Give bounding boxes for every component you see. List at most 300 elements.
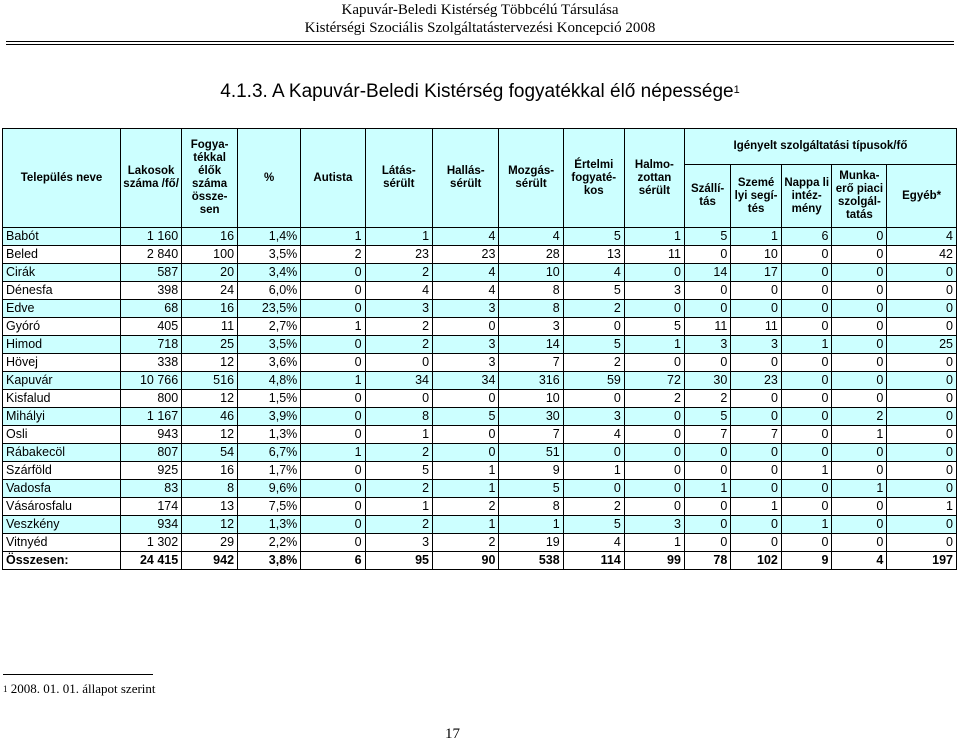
cell-fogy: 8 — [182, 480, 238, 498]
header-autista: Autista — [301, 129, 365, 228]
cell-munka: 2 — [832, 408, 887, 426]
cell-fogy: 12 — [182, 390, 238, 408]
cell-mozgas: 10 — [499, 390, 563, 408]
cell-mozgas: 19 — [499, 534, 563, 552]
cell-lakos: 807 — [121, 444, 182, 462]
cell-latas: 5 — [365, 462, 432, 480]
cell-autista: 0 — [301, 264, 365, 282]
cell-szall: 7 — [684, 426, 730, 444]
cell-halmoz: 99 — [624, 552, 684, 570]
header-nappali: Nappa li intéz-mény — [781, 165, 832, 228]
cell-szall: 1 — [684, 480, 730, 498]
cell-egyeb: 0 — [887, 282, 957, 300]
cell-hallas: 34 — [433, 372, 499, 390]
table-row — [3, 408, 957, 426]
cell-lakos: 943 — [121, 426, 182, 444]
cell-szem: 3 — [731, 336, 782, 354]
header-rule-thin — [6, 41, 954, 42]
cell-mozgas: 7 — [499, 354, 563, 372]
cell-mozgas: 316 — [499, 372, 563, 390]
cell-mozgas: 5 — [499, 480, 563, 498]
header-szemelyi: Szemé lyi segí-tés — [731, 165, 782, 228]
cell-szall: 0 — [684, 498, 730, 516]
cell-mozgas: 4 — [499, 228, 563, 246]
cell-fogy: 16 — [182, 300, 238, 318]
cell-ertelmi: 3 — [563, 408, 624, 426]
footnote — [3, 681, 156, 697]
cell-fogy: 12 — [182, 516, 238, 534]
cell-munka: 4 — [832, 552, 887, 570]
cell-napp: 0 — [781, 534, 832, 552]
cell-pct: 1,3% — [238, 426, 301, 444]
cell-szall: 0 — [684, 282, 730, 300]
table-row — [3, 462, 957, 480]
cell-lakos: 1 167 — [121, 408, 182, 426]
cell-hallas: 0 — [433, 444, 499, 462]
cell-pct: 4,8% — [238, 372, 301, 390]
cell-szall: 0 — [684, 354, 730, 372]
cell-ertelmi: 0 — [563, 444, 624, 462]
cell-autista: 1 — [301, 444, 365, 462]
cell-mozgas: 538 — [499, 552, 563, 570]
cell-ertelmi: 0 — [563, 318, 624, 336]
header-halmozottan: Halmo-zottan sérült — [624, 129, 684, 228]
table-row — [3, 498, 957, 516]
cell-szall: 0 — [684, 444, 730, 462]
disability-table — [2, 128, 957, 570]
cell-halmoz: 0 — [624, 300, 684, 318]
cell-halmoz: 2 — [624, 390, 684, 408]
cell-latas: 4 — [365, 282, 432, 300]
cell-name: Cirák — [3, 264, 121, 282]
cell-szall: 30 — [684, 372, 730, 390]
cell-fogy: 46 — [182, 408, 238, 426]
header-egyeb: Egyéb* — [887, 165, 957, 228]
table-row — [3, 372, 957, 390]
cell-lakos: 800 — [121, 390, 182, 408]
cell-egyeb: 0 — [887, 408, 957, 426]
cell-hallas: 23 — [433, 246, 499, 264]
cell-name: Szárföld — [3, 462, 121, 480]
cell-autista: 0 — [301, 480, 365, 498]
cell-latas: 0 — [365, 390, 432, 408]
cell-egyeb: 25 — [887, 336, 957, 354]
cell-fogy: 25 — [182, 336, 238, 354]
cell-mozgas: 9 — [499, 462, 563, 480]
cell-ertelmi: 5 — [563, 282, 624, 300]
cell-egyeb: 0 — [887, 534, 957, 552]
cell-fogy: 11 — [182, 318, 238, 336]
table-row — [3, 246, 957, 264]
header-fogyatekkal: Fogya-tékkal élők száma össze-sen — [182, 129, 238, 228]
cell-name: Mihályi — [3, 408, 121, 426]
cell-szall: 0 — [684, 300, 730, 318]
footnote-text: 2008. 01. 01. állapot szerint — [7, 681, 156, 696]
cell-szall: 0 — [684, 534, 730, 552]
cell-lakos: 174 — [121, 498, 182, 516]
cell-latas: 2 — [365, 480, 432, 498]
cell-hallas: 5 — [433, 408, 499, 426]
cell-hallas: 4 — [433, 282, 499, 300]
cell-ertelmi: 2 — [563, 354, 624, 372]
cell-name: Rábakecöl — [3, 444, 121, 462]
cell-napp: 0 — [781, 318, 832, 336]
cell-halmoz: 0 — [624, 354, 684, 372]
cell-latas: 2 — [365, 318, 432, 336]
cell-ertelmi: 13 — [563, 246, 624, 264]
cell-szall: 0 — [684, 246, 730, 264]
cell-lakos: 338 — [121, 354, 182, 372]
cell-egyeb: 197 — [887, 552, 957, 570]
cell-name: Hövej — [3, 354, 121, 372]
cell-napp: 0 — [781, 282, 832, 300]
cell-pct: 9,6% — [238, 480, 301, 498]
header-munkaero: Munka-erő piaci szolgál-tatás — [832, 165, 887, 228]
cell-egyeb: 4 — [887, 228, 957, 246]
cell-szem: 0 — [731, 354, 782, 372]
cell-napp: 1 — [781, 462, 832, 480]
cell-pct: 3,9% — [238, 408, 301, 426]
cell-fogy: 942 — [182, 552, 238, 570]
footnote-marker: 1 — [3, 684, 8, 694]
cell-hallas: 1 — [433, 480, 499, 498]
cell-fogy: 20 — [182, 264, 238, 282]
cell-name: Vadosfa — [3, 480, 121, 498]
cell-munka: 0 — [832, 336, 887, 354]
table-row — [3, 516, 957, 534]
cell-napp: 0 — [781, 264, 832, 282]
cell-egyeb: 0 — [887, 516, 957, 534]
cell-fogy: 29 — [182, 534, 238, 552]
table-row — [3, 444, 957, 462]
cell-pct: 2,2% — [238, 534, 301, 552]
cell-autista: 0 — [301, 426, 365, 444]
cell-name: Osli — [3, 426, 121, 444]
cell-latas: 1 — [365, 228, 432, 246]
cell-szem: 0 — [731, 390, 782, 408]
table-row — [3, 480, 957, 498]
table-row — [3, 228, 957, 246]
cell-latas: 3 — [365, 534, 432, 552]
cell-ertelmi: 114 — [563, 552, 624, 570]
cell-munka: 0 — [832, 444, 887, 462]
table-row — [3, 390, 957, 408]
cell-autista: 0 — [301, 354, 365, 372]
cell-munka: 0 — [832, 498, 887, 516]
cell-hallas: 90 — [433, 552, 499, 570]
table-row — [3, 318, 957, 336]
cell-munka: 0 — [832, 282, 887, 300]
cell-egyeb: 1 — [887, 498, 957, 516]
cell-name: Összesen: — [3, 552, 121, 570]
cell-pct: 1,3% — [238, 516, 301, 534]
cell-napp: 0 — [781, 372, 832, 390]
cell-autista: 0 — [301, 498, 365, 516]
cell-autista: 6 — [301, 552, 365, 570]
cell-halmoz: 0 — [624, 408, 684, 426]
cell-mozgas: 28 — [499, 246, 563, 264]
cell-halmoz: 3 — [624, 282, 684, 300]
cell-mozgas: 7 — [499, 426, 563, 444]
cell-lakos: 83 — [121, 480, 182, 498]
cell-munka: 1 — [832, 426, 887, 444]
cell-name: Kisfalud — [3, 390, 121, 408]
cell-napp: 0 — [781, 408, 832, 426]
cell-name: Beled — [3, 246, 121, 264]
cell-egyeb: 0 — [887, 354, 957, 372]
table-row — [3, 534, 957, 552]
cell-halmoz: 0 — [624, 480, 684, 498]
cell-halmoz: 1 — [624, 534, 684, 552]
cell-halmoz: 1 — [624, 336, 684, 354]
cell-lakos: 718 — [121, 336, 182, 354]
table-row — [3, 282, 957, 300]
cell-egyeb: 42 — [887, 246, 957, 264]
cell-hallas: 3 — [433, 354, 499, 372]
cell-mozgas: 1 — [499, 516, 563, 534]
cell-fogy: 100 — [182, 246, 238, 264]
cell-hallas: 0 — [433, 318, 499, 336]
header-line-1: Kapuvár-Beledi Kistérség Többcélú Társulása — [341, 2, 619, 18]
cell-hallas: 0 — [433, 426, 499, 444]
cell-szem: 1 — [731, 498, 782, 516]
cell-lakos: 398 — [121, 282, 182, 300]
header-ertelmi: Értelmi fogyaté-kos — [563, 129, 624, 228]
cell-ertelmi: 5 — [563, 516, 624, 534]
cell-mozgas: 8 — [499, 300, 563, 318]
cell-name: Kapuvár — [3, 372, 121, 390]
cell-halmoz: 0 — [624, 426, 684, 444]
cell-egyeb: 0 — [887, 426, 957, 444]
cell-latas: 1 — [365, 426, 432, 444]
page-number: 17 — [445, 726, 460, 742]
cell-autista: 1 — [301, 372, 365, 390]
cell-szem: 0 — [731, 300, 782, 318]
cell-fogy: 54 — [182, 444, 238, 462]
cell-munka: 0 — [832, 372, 887, 390]
cell-napp: 0 — [781, 480, 832, 498]
cell-autista: 0 — [301, 462, 365, 480]
cell-mozgas: 8 — [499, 498, 563, 516]
cell-ertelmi: 5 — [563, 228, 624, 246]
cell-latas: 1 — [365, 498, 432, 516]
cell-szem: 102 — [731, 552, 782, 570]
cell-mozgas: 8 — [499, 282, 563, 300]
cell-autista: 0 — [301, 336, 365, 354]
cell-napp: 0 — [781, 300, 832, 318]
cell-mozgas: 30 — [499, 408, 563, 426]
cell-fogy: 13 — [182, 498, 238, 516]
cell-hallas: 2 — [433, 534, 499, 552]
table-row — [3, 300, 957, 318]
cell-autista: 0 — [301, 534, 365, 552]
cell-egyeb: 0 — [887, 300, 957, 318]
cell-hallas: 4 — [433, 264, 499, 282]
cell-szem: 0 — [731, 408, 782, 426]
cell-szem: 11 — [731, 318, 782, 336]
cell-ertelmi: 4 — [563, 426, 624, 444]
cell-napp: 9 — [781, 552, 832, 570]
cell-napp: 0 — [781, 354, 832, 372]
cell-mozgas: 51 — [499, 444, 563, 462]
cell-ertelmi: 2 — [563, 300, 624, 318]
cell-latas: 2 — [365, 336, 432, 354]
cell-lakos: 1 160 — [121, 228, 182, 246]
cell-fogy: 12 — [182, 426, 238, 444]
cell-szall: 0 — [684, 516, 730, 534]
cell-autista: 0 — [301, 516, 365, 534]
header-mozgas: Mozgás-sérült — [499, 129, 563, 228]
cell-ertelmi: 0 — [563, 390, 624, 408]
cell-lakos: 1 302 — [121, 534, 182, 552]
table-row — [3, 426, 957, 444]
cell-hallas: 0 — [433, 390, 499, 408]
header-igenyelt: Igényelt szolgáltatási típusok/fő — [684, 129, 956, 165]
cell-munka: 0 — [832, 354, 887, 372]
cell-pct: 7,5% — [238, 498, 301, 516]
cell-hallas: 2 — [433, 498, 499, 516]
cell-autista: 0 — [301, 408, 365, 426]
cell-szem: 0 — [731, 444, 782, 462]
cell-munka: 0 — [832, 300, 887, 318]
cell-ertelmi: 59 — [563, 372, 624, 390]
cell-latas: 0 — [365, 354, 432, 372]
cell-mozgas: 10 — [499, 264, 563, 282]
cell-szem: 0 — [731, 516, 782, 534]
cell-szem: 10 — [731, 246, 782, 264]
cell-autista: 2 — [301, 246, 365, 264]
cell-szall: 0 — [684, 462, 730, 480]
cell-egyeb: 0 — [887, 372, 957, 390]
cell-pct: 23,5% — [238, 300, 301, 318]
cell-lakos: 925 — [121, 462, 182, 480]
cell-munka: 0 — [832, 390, 887, 408]
cell-autista: 0 — [301, 390, 365, 408]
header-lakosok: Lakosok száma /fő/ — [121, 129, 182, 228]
cell-lakos: 405 — [121, 318, 182, 336]
cell-halmoz: 72 — [624, 372, 684, 390]
cell-napp: 1 — [781, 336, 832, 354]
cell-szall: 2 — [684, 390, 730, 408]
cell-napp: 0 — [781, 444, 832, 462]
cell-autista: 1 — [301, 228, 365, 246]
cell-munka: 0 — [832, 228, 887, 246]
cell-lakos: 24 415 — [121, 552, 182, 570]
cell-fogy: 24 — [182, 282, 238, 300]
cell-fogy: 516 — [182, 372, 238, 390]
table-body — [3, 228, 957, 570]
header-percent: % — [238, 129, 301, 228]
cell-mozgas: 3 — [499, 318, 563, 336]
cell-egyeb: 0 — [887, 480, 957, 498]
cell-lakos: 587 — [121, 264, 182, 282]
cell-ertelmi: 5 — [563, 336, 624, 354]
cell-latas: 3 — [365, 300, 432, 318]
cell-egyeb: 0 — [887, 444, 957, 462]
cell-hallas: 3 — [433, 336, 499, 354]
cell-lakos: 68 — [121, 300, 182, 318]
cell-pct: 1,7% — [238, 462, 301, 480]
cell-szem: 1 — [731, 228, 782, 246]
cell-pct: 6,0% — [238, 282, 301, 300]
cell-ertelmi: 4 — [563, 264, 624, 282]
cell-pct: 6,7% — [238, 444, 301, 462]
cell-name: Veszkény — [3, 516, 121, 534]
header-rule-thick — [6, 44, 954, 45]
cell-pct: 1,5% — [238, 390, 301, 408]
cell-autista: 0 — [301, 300, 365, 318]
cell-munka: 0 — [832, 534, 887, 552]
cell-lakos: 934 — [121, 516, 182, 534]
cell-hallas: 4 — [433, 228, 499, 246]
cell-egyeb: 0 — [887, 390, 957, 408]
cell-name: Gyóró — [3, 318, 121, 336]
cell-halmoz: 0 — [624, 462, 684, 480]
cell-latas: 8 — [365, 408, 432, 426]
cell-hallas: 3 — [433, 300, 499, 318]
cell-pct: 2,7% — [238, 318, 301, 336]
cell-pct: 3,5% — [238, 246, 301, 264]
cell-name: Vitnyéd — [3, 534, 121, 552]
cell-name: Dénesfa — [3, 282, 121, 300]
cell-szall: 3 — [684, 336, 730, 354]
cell-munka: 1 — [832, 480, 887, 498]
cell-latas: 2 — [365, 444, 432, 462]
cell-munka: 0 — [832, 516, 887, 534]
cell-munka: 0 — [832, 246, 887, 264]
cell-egyeb: 0 — [887, 264, 957, 282]
cell-ertelmi: 1 — [563, 462, 624, 480]
cell-pct: 3,4% — [238, 264, 301, 282]
cell-mozgas: 14 — [499, 336, 563, 354]
cell-pct: 3,5% — [238, 336, 301, 354]
cell-napp: 0 — [781, 426, 832, 444]
cell-munka: 0 — [832, 462, 887, 480]
cell-szem: 0 — [731, 534, 782, 552]
cell-hallas: 1 — [433, 462, 499, 480]
cell-szall: 5 — [684, 408, 730, 426]
cell-halmoz: 3 — [624, 516, 684, 534]
footnote-rule — [3, 674, 153, 675]
cell-szem: 7 — [731, 426, 782, 444]
header-telepules: Település neve — [3, 129, 121, 228]
cell-napp: 0 — [781, 246, 832, 264]
cell-lakos: 2 840 — [121, 246, 182, 264]
cell-fogy: 16 — [182, 228, 238, 246]
cell-latas: 23 — [365, 246, 432, 264]
cell-latas: 2 — [365, 516, 432, 534]
cell-szall: 14 — [684, 264, 730, 282]
cell-name: Vásárosfalu — [3, 498, 121, 516]
cell-szem: 0 — [731, 480, 782, 498]
cell-egyeb: 0 — [887, 318, 957, 336]
table-row — [3, 336, 957, 354]
cell-name: Himod — [3, 336, 121, 354]
cell-fogy: 16 — [182, 462, 238, 480]
cell-napp: 0 — [781, 498, 832, 516]
cell-szem: 0 — [731, 462, 782, 480]
page-title — [0, 80, 960, 104]
cell-munka: 0 — [832, 264, 887, 282]
cell-napp: 6 — [781, 228, 832, 246]
cell-szem: 17 — [731, 264, 782, 282]
cell-fogy: 12 — [182, 354, 238, 372]
header-line-2: Kistérségi Szociális Szolgáltatástervezési Koncepció 2008 — [304, 20, 656, 36]
cell-napp: 1 — [781, 516, 832, 534]
cell-halmoz: 0 — [624, 444, 684, 462]
cell-szall: 5 — [684, 228, 730, 246]
cell-lakos: 10 766 — [121, 372, 182, 390]
